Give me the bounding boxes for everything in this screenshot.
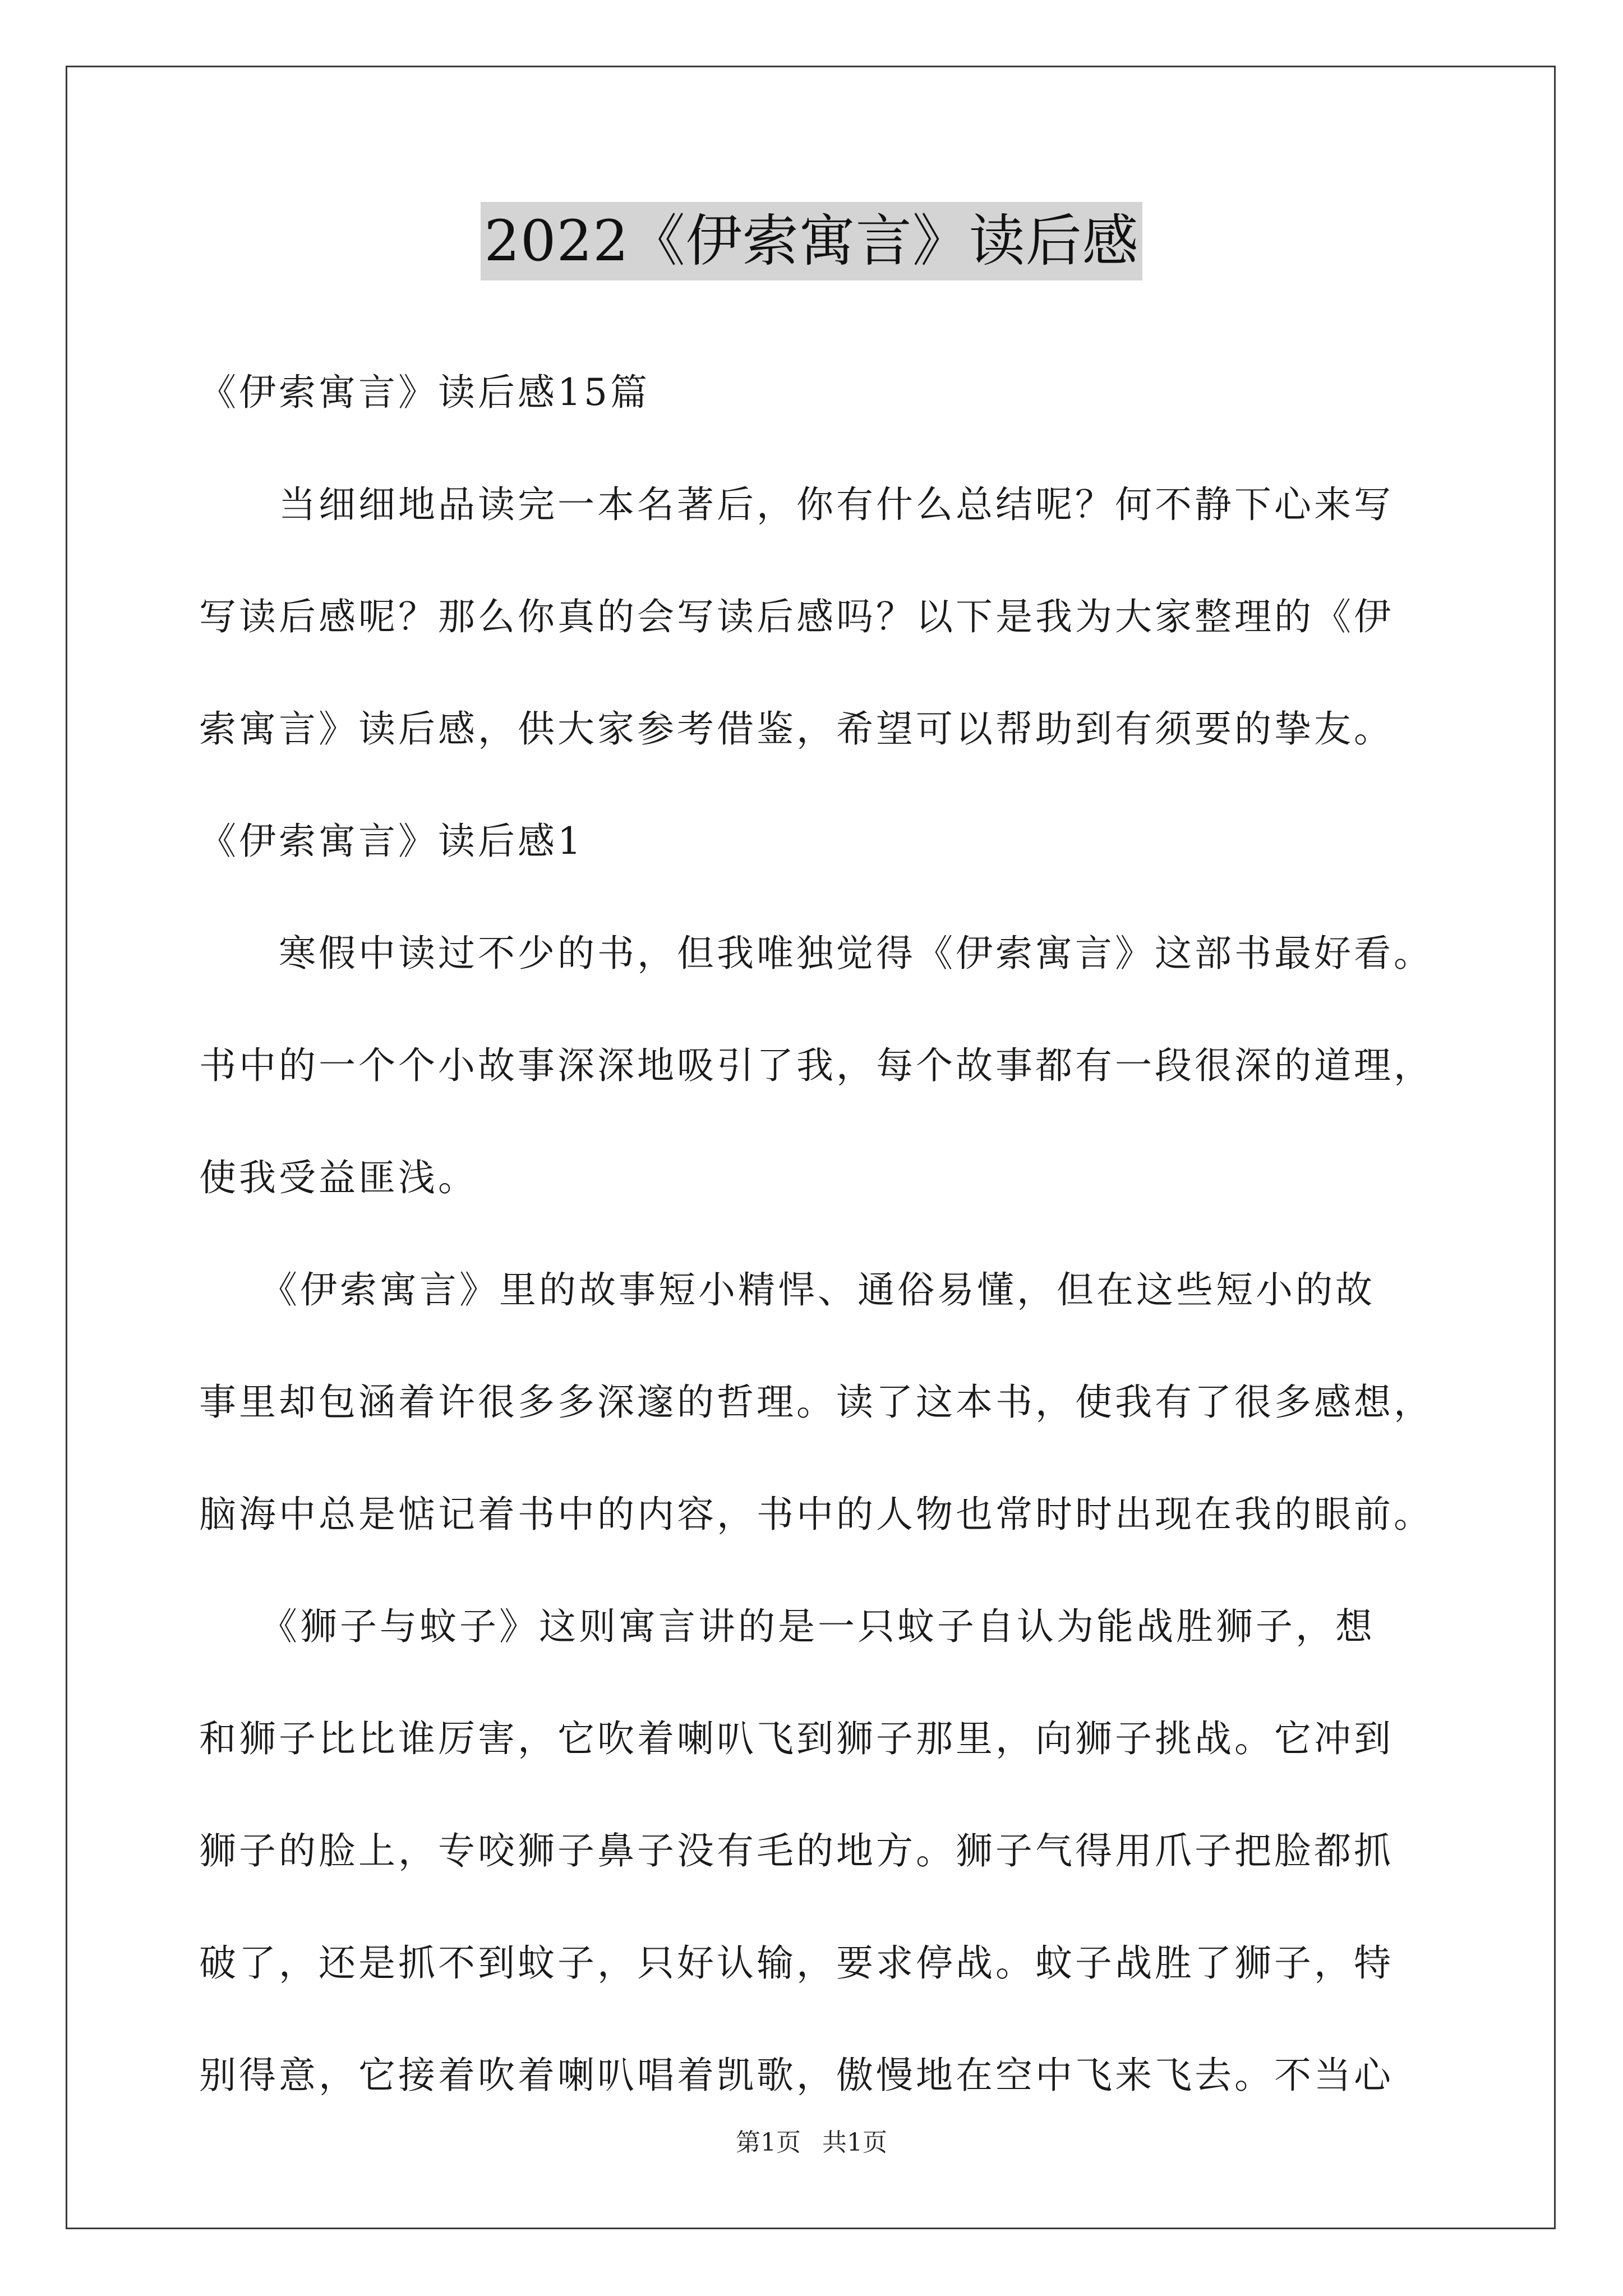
text-line: 《伊索寓言》里的故事短小精悍、通俗易懂，但在这些短小的故: [199, 1268, 1375, 1312]
document-body: [199, 337, 1433, 2132]
text-line: 《狮子与蚊子》这则寓言讲的是一只蚊子自认为能战胜狮子，想: [199, 1605, 1375, 1648]
text-line: 和狮子比比谁厉害，它吹着喇叭飞到狮子那里，向狮子挑战。它冲到: [199, 1717, 1394, 1760]
text-line: 脑海中总是惦记着书中的内容，书中的人物也常时时出现在我的眼前。: [199, 1493, 1433, 1536]
text-line: 寒假中读过不少的书，但我唯独觉得《伊索寓言》这部书最好看。: [199, 932, 1433, 975]
section-heading: 《伊索寓言》读后感15篇: [199, 371, 650, 414]
page-total: 共1页: [822, 2128, 887, 2157]
text-line: 索寓言》读后感，供大家参考借鉴，希望可以帮助到有须要的挚友。: [199, 707, 1394, 751]
section-heading: 《伊索寓言》读后感1: [199, 820, 584, 863]
title-container: [0, 202, 1623, 280]
text-line: 事里却包涵着许很多多深邃的哲理。读了这本书，使我有了很多感想，: [199, 1381, 1433, 1424]
page-footer: [0, 2126, 1623, 2160]
text-line: 破了，还是抓不到蚊子，只好认输，要求停战。蚊子战胜了狮子，特: [199, 1941, 1394, 1985]
text-line: 书中的一个个小故事深深地吸引了我，每个故事都有一段很深的道理，: [199, 1044, 1433, 1087]
document-title: 2022《伊索寓言》读后感: [481, 202, 1142, 280]
text-line: 写读后感呢？那么你真的会写读后感吗？以下是我为大家整理的《伊: [199, 595, 1394, 638]
text-line: 别得意，它接着吹着喇叭唱着凯歌，傲慢地在空中飞来飞去。不当心: [199, 2054, 1394, 2097]
text-line: 当细细地品读完一本名著后，你有什么总结呢？何不静下心来写: [199, 483, 1394, 526]
page-number: 第1页: [736, 2128, 801, 2157]
text-line: 狮子的脸上，专咬狮子鼻子没有毛的地方。狮子气得用爪子把脸都抓: [199, 1829, 1394, 1872]
text-line: 使我受益匪浅。: [199, 1156, 478, 1199]
